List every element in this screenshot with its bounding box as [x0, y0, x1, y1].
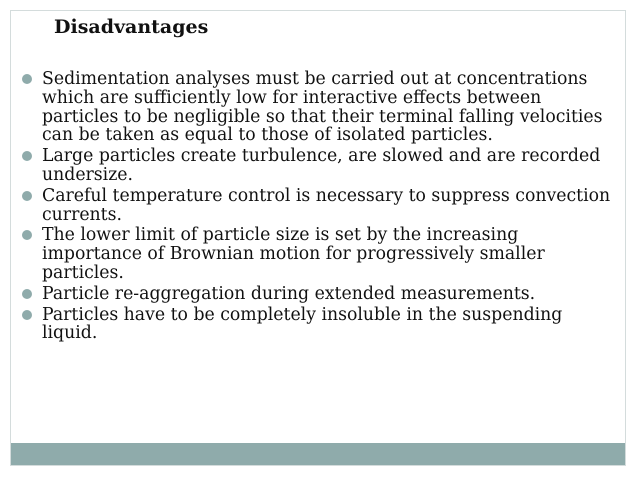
bullet-text: Careful temperature control is necessary to suppress convection currents.	[42, 185, 611, 225]
bullet-item	[20, 306, 620, 344]
bullet-dot-icon	[22, 151, 32, 161]
bullet-item	[20, 147, 620, 185]
bullet-item	[20, 187, 620, 225]
bullet-dot-icon	[22, 191, 32, 201]
bullet-dot-icon	[22, 230, 32, 240]
bullet-text: Sedimentation analyses must be carried out at concentrations which are sufficiently low for interactive effects between particles to be negligible so that their terminal falling velocities can be taken as equal to those of isolated particles.	[42, 69, 603, 146]
bullet-list	[20, 70, 620, 345]
bullet-item	[20, 285, 620, 304]
bullet-dot-icon	[22, 310, 32, 320]
bullet-text: Particle re-aggregation during extended measurements.	[42, 283, 536, 304]
footer-bar	[11, 443, 625, 465]
bullet-dot-icon	[22, 74, 32, 84]
bullet-text: Large particles create turbulence, are slowed and are recorded undersize.	[42, 146, 601, 185]
bullet-text: The lower limit of particle size is set by the increasing importance of Brownian motion for progressively smaller particles.	[42, 225, 545, 283]
slide-title: Disadvantages	[54, 16, 209, 38]
bullet-text: Particles have to be completely insoluble in the suspending liquid.	[42, 304, 563, 344]
bullet-item	[20, 70, 620, 145]
bullet-dot-icon	[22, 289, 32, 299]
bullet-item	[20, 226, 620, 282]
